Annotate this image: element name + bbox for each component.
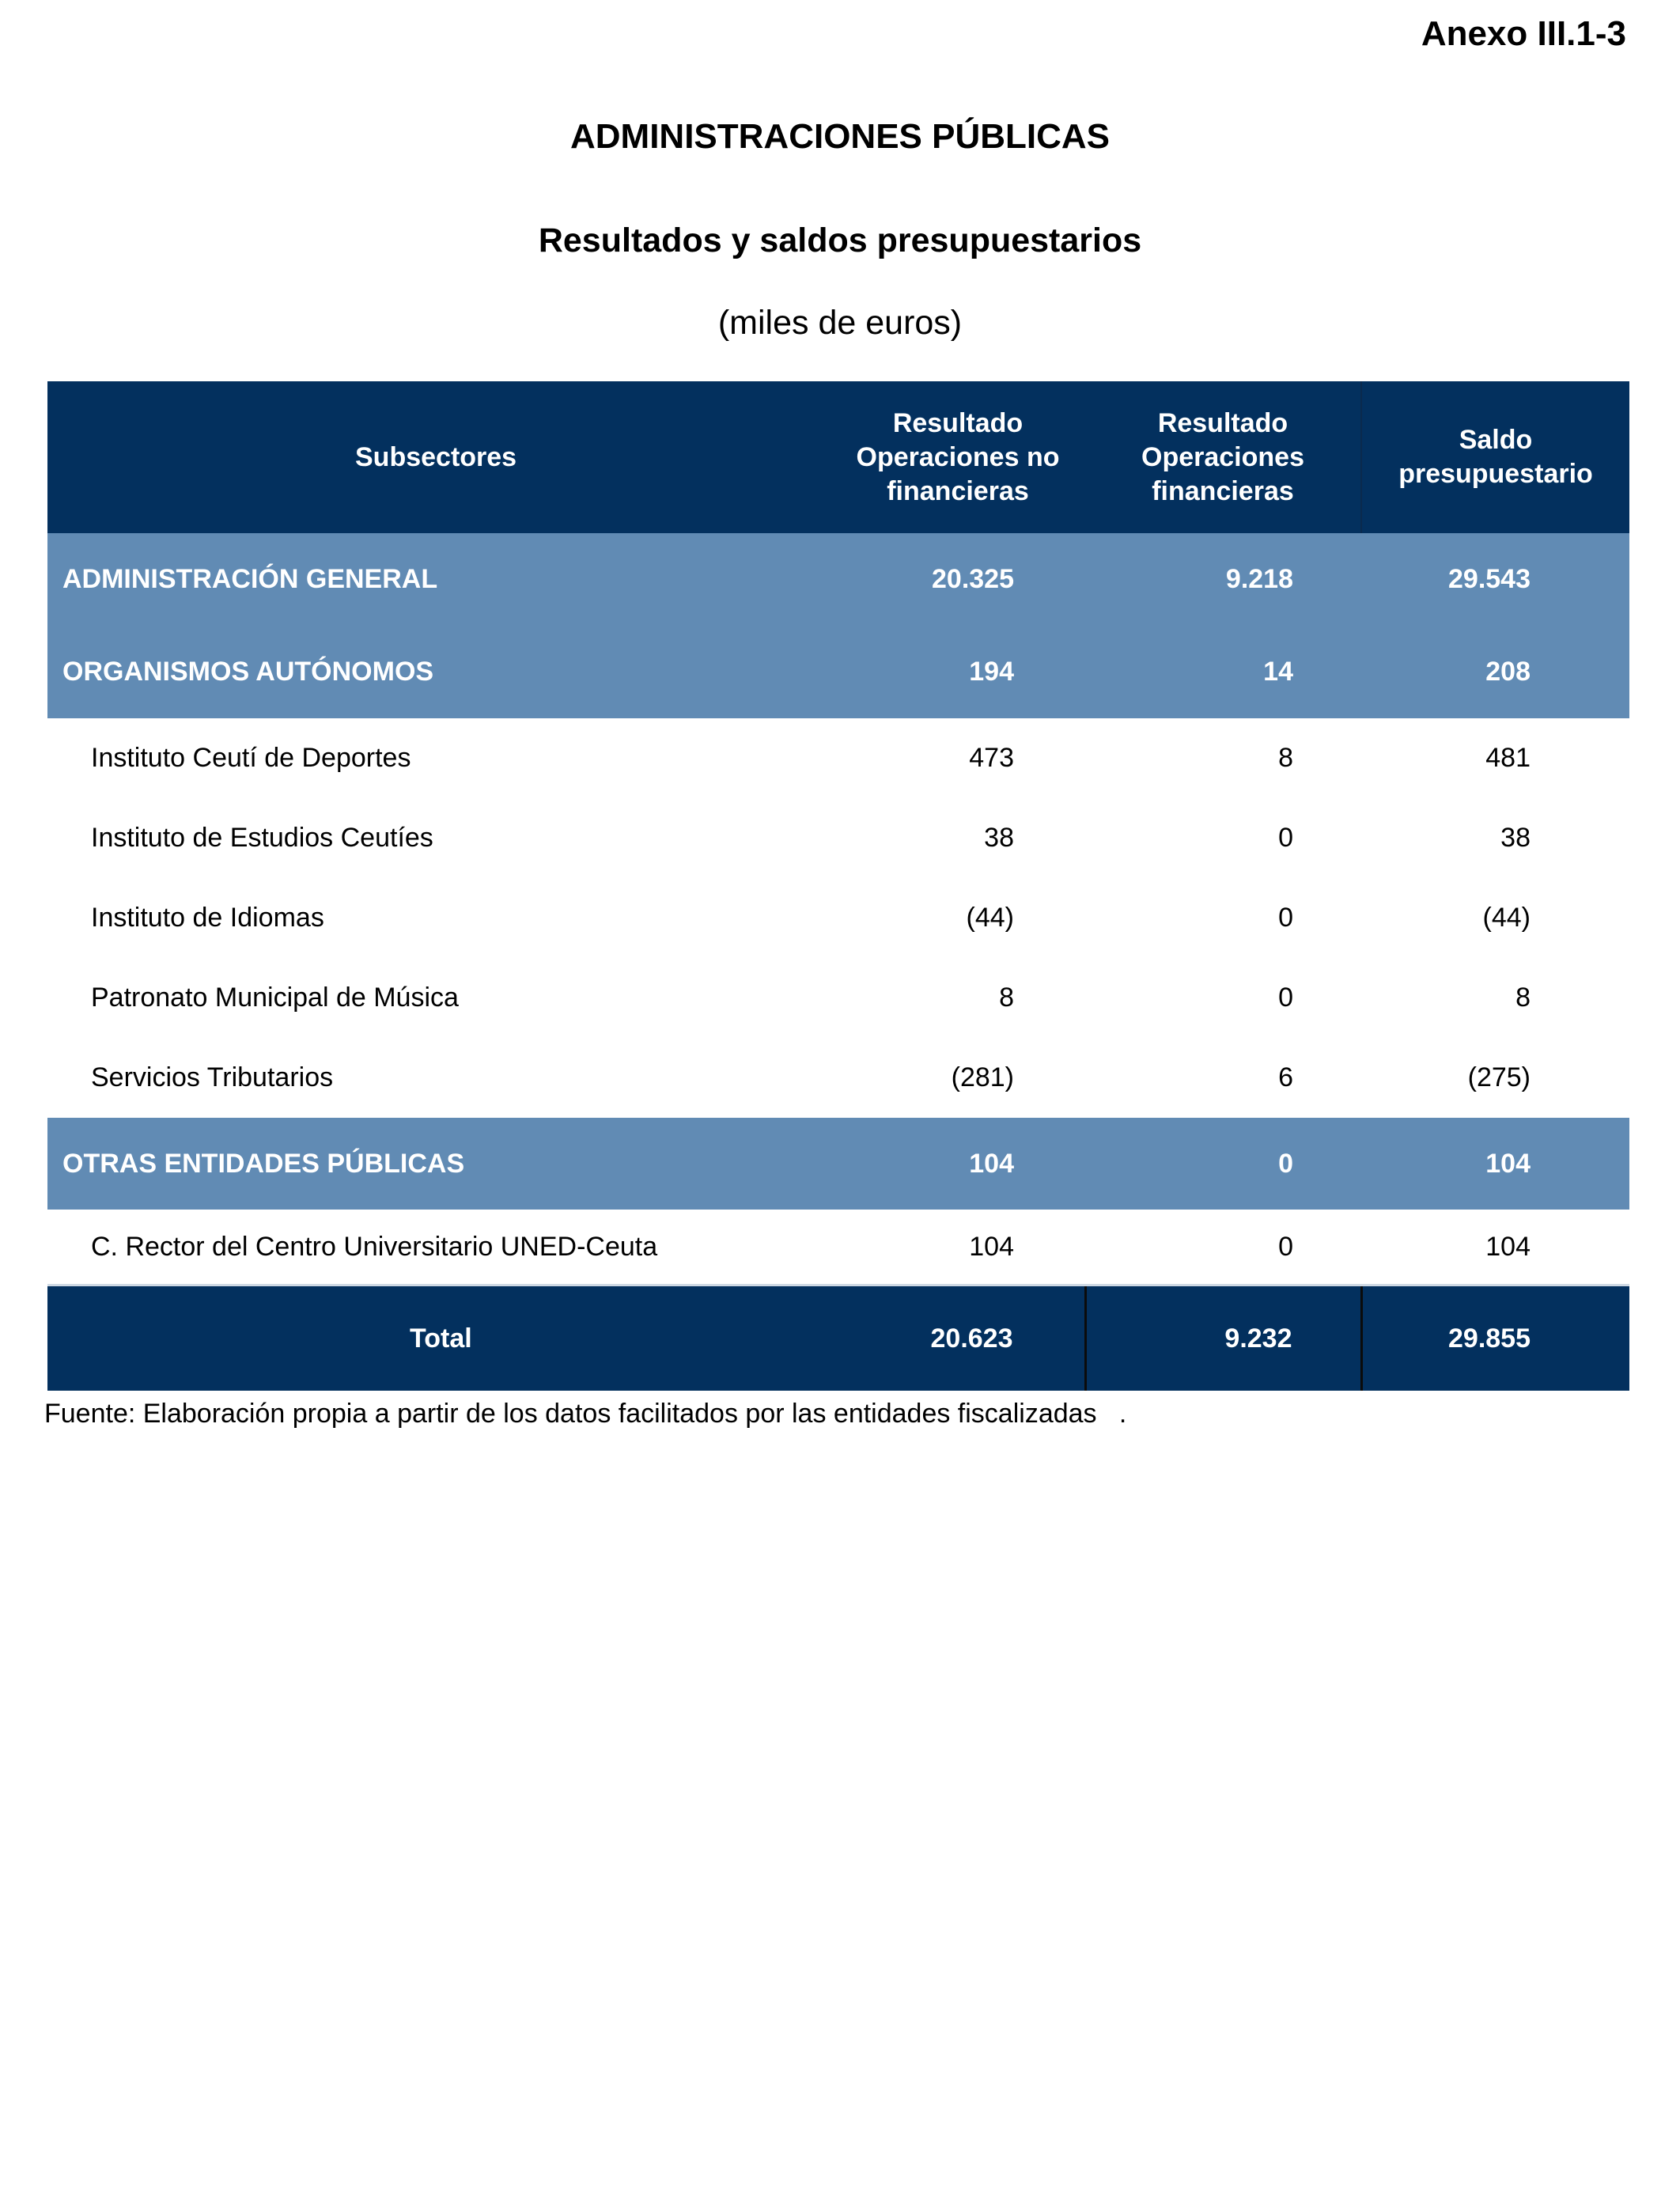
cell-no-financieras: 20.325: [831, 533, 1085, 626]
table-row: [47, 958, 1629, 1038]
header-line: Operaciones: [1141, 441, 1304, 472]
cell-financieras: 0: [1085, 878, 1361, 958]
cell-no-financieras: (44): [831, 878, 1085, 958]
cell-saldo: 29.543: [1361, 533, 1629, 626]
row-label: Instituto Ceutí de Deportes: [47, 718, 831, 798]
cell-saldo: (44): [1361, 878, 1629, 958]
total-label-text: Total: [410, 1323, 472, 1354]
column-header-financieras: [1085, 381, 1361, 533]
page-title: ADMINISTRACIONES PÚBLICAS: [569, 117, 1111, 156]
cell-saldo: 104: [1361, 1118, 1629, 1210]
units-note: (miles de euros): [717, 304, 963, 342]
row-label: ADMINISTRACIÓN GENERAL: [47, 533, 831, 626]
cell-financieras: 9.218: [1085, 533, 1361, 626]
annex-label: Anexo III.1-3: [1421, 14, 1626, 53]
table-header-row: [47, 381, 1629, 533]
row-label: Instituto de Idiomas: [47, 878, 831, 958]
cell-financieras: 6: [1085, 1038, 1361, 1118]
column-header-subsectores: [47, 381, 831, 533]
budget-results-table: [47, 381, 1629, 1391]
source-trailing-period: .: [1118, 1399, 1127, 1429]
header-line: Resultado: [892, 407, 1024, 438]
row-label: OTRAS ENTIDADES PÚBLICAS: [47, 1118, 831, 1210]
column-header-label: Subsectores: [355, 441, 517, 472]
total-label: [47, 1285, 831, 1391]
cell-financieras: 0: [1085, 1118, 1361, 1210]
cell-saldo: 481: [1361, 718, 1629, 798]
cell-no-financieras: 8: [831, 958, 1085, 1038]
source-text: Fuente: Elaboración propia a partir de los datos facilitados por las entidades fiscalizadas: [44, 1399, 1097, 1429]
cell-no-financieras: 38: [831, 798, 1085, 878]
total-saldo: 29.855: [1361, 1285, 1629, 1391]
header-line: Saldo: [1459, 425, 1533, 455]
column-header-saldo: [1361, 381, 1629, 533]
cell-no-financieras: 194: [831, 626, 1085, 718]
cell-no-financieras: 104: [831, 1118, 1085, 1210]
row-label: ORGANISMOS AUTÓNOMOS: [47, 626, 831, 718]
table-row-otras-entidades: [47, 1118, 1629, 1210]
header-line: financieras: [1152, 475, 1294, 506]
row-label: C. Rector del Centro Universitario UNED-Ceuta: [47, 1210, 831, 1285]
header-line: financieras: [887, 475, 1029, 506]
table-row: [47, 1038, 1629, 1118]
table-row-total: [47, 1285, 1629, 1391]
cell-saldo: 8: [1361, 958, 1629, 1038]
header-line: presupuestario: [1398, 459, 1593, 489]
row-label: Patronato Municipal de Música: [47, 958, 831, 1038]
cell-financieras: 14: [1085, 626, 1361, 718]
table-row: [47, 878, 1629, 958]
table-row: [47, 1210, 1629, 1285]
cell-saldo: 38: [1361, 798, 1629, 878]
cell-saldo: 104: [1361, 1210, 1629, 1285]
cell-no-financieras: 473: [831, 718, 1085, 798]
table-row-organismos-autonomos: [47, 626, 1629, 718]
page-subtitle: Resultados y saldos presupuestarios: [538, 221, 1142, 259]
row-label: Instituto de Estudios Ceutíes: [47, 798, 831, 878]
cell-financieras: 0: [1085, 798, 1361, 878]
table-row: [47, 718, 1629, 798]
cell-financieras: 8: [1085, 718, 1361, 798]
row-label: Servicios Tributarios: [47, 1038, 831, 1118]
total-financieras: 9.232: [1085, 1285, 1361, 1391]
header-line: Operaciones no: [856, 441, 1060, 472]
column-header-no-financieras: [831, 381, 1085, 533]
cell-saldo: 208: [1361, 626, 1629, 718]
cell-financieras: 0: [1085, 1210, 1361, 1285]
table-row-administracion-general: [47, 533, 1629, 626]
cell-no-financieras: 104: [831, 1210, 1085, 1285]
cell-no-financieras: (281): [831, 1038, 1085, 1118]
cell-saldo: (275): [1361, 1038, 1629, 1118]
header-line: Resultado: [1157, 407, 1288, 438]
table-row: [47, 798, 1629, 878]
source-note: [44, 1399, 1126, 1429]
total-no-financieras: 20.623: [831, 1285, 1085, 1391]
cell-financieras: 0: [1085, 958, 1361, 1038]
